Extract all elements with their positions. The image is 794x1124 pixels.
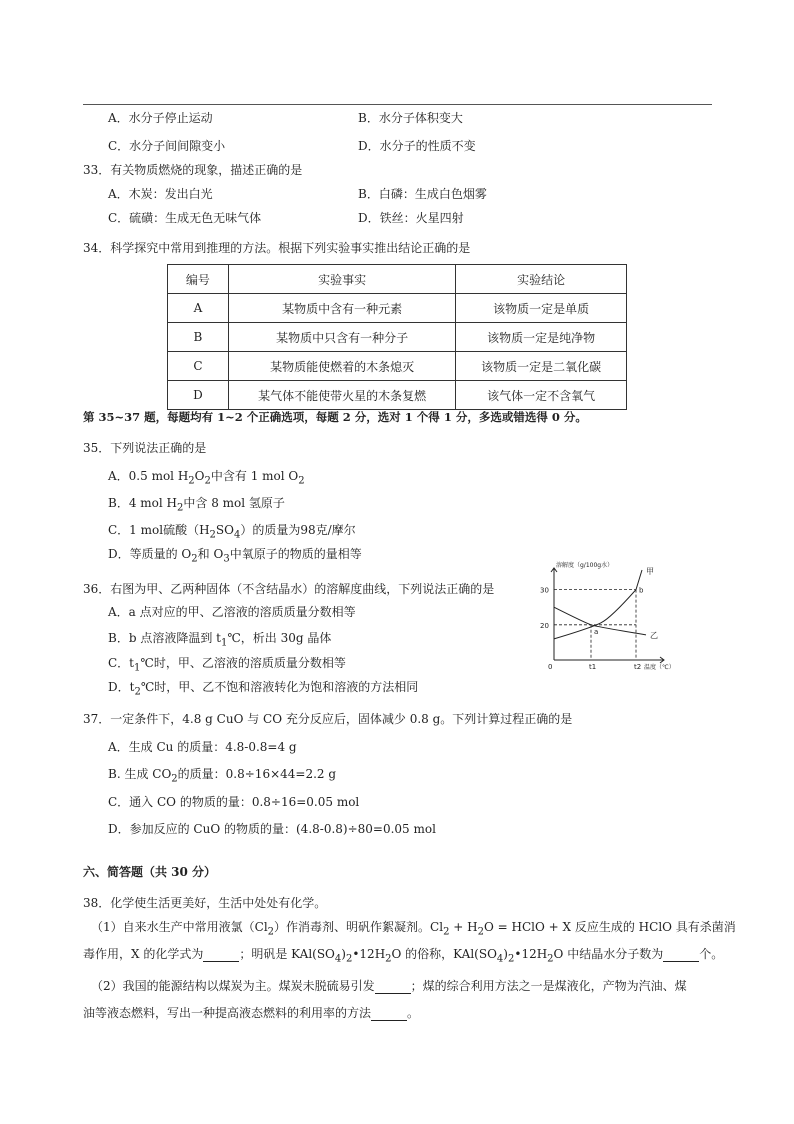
q37-option-b: B. 生成 $CO_2$的质量：0.8÷16×44=2.2 g (108, 767, 337, 785)
point-label: a (594, 627, 599, 636)
q35-option-b: B．4 mol $H_2$中含 8 mol 氢原子 (108, 496, 285, 514)
x-tick-label: 0 (548, 663, 553, 671)
section-note: 第 35~37 题，每题均有 1~2 个正确选项，每题 2 分，选对 1 个得 1 分，多选或错选得 0 分。 (83, 410, 587, 424)
table-cell: 某物质中含有一种元素 (228, 294, 455, 323)
x-axis-label: 温度（℃） (644, 664, 675, 671)
series-label: 乙 (650, 630, 658, 640)
q36-option-a: A．a 点对应的甲、乙溶液的溶质质量分数相等 (108, 605, 356, 619)
series-line (554, 607, 646, 635)
q35-option-a: A．0.5 mol $H_2O_2$中含有 1 mol $O_2$ (108, 469, 305, 487)
table-header: 实验事实 (228, 265, 455, 294)
top-rule (83, 104, 712, 105)
q32-option-c: C．水分子间间隙变小 (108, 139, 226, 153)
table-row (168, 381, 627, 410)
q38-part1-line2: 毒作用，X 的化学式为 ；明矾是 $KAl(SO_4)_2•12H_2O$ 的俗称，$KAl(SO_4)_2•12H_2O$ 中结晶水分子数为 个。 (83, 947, 724, 965)
table-cell: 某物质中只含有一种分子 (228, 323, 455, 352)
table-cell: 某物质能使燃着的木条熄灭 (228, 352, 455, 381)
q37-option-c: C．通入 CO 的物质的量：0.8÷16=0.05 mol (108, 795, 360, 809)
answer-blank[interactable] (371, 1006, 407, 1021)
q32-option-a: A．水分子停止运动 (108, 111, 213, 125)
table-cell: 该物质一定是单质 (456, 294, 627, 323)
answer-blank[interactable] (375, 979, 411, 994)
series-label: 甲 (646, 567, 654, 576)
q36-option-d: D．$t_2℃$时，甲、乙不饱和溶液转化为饱和溶液的方法相同 (108, 680, 419, 698)
q36-stem: 36．右图为甲、乙两种固体（不含结晶水）的溶解度曲线，下列说法正确的是 (83, 582, 495, 596)
table-cell: 该物质一定是纯净物 (456, 323, 627, 352)
y-tick-label: 20 (540, 621, 549, 630)
q38-part1-line1: （1）自来水生产中常用液氯$(Cl_2)$作消毒剂、明矾作絮凝剂。$Cl_2 + H_2O$ = HClO + X 反应生成的 HClO 具有杀菌消 (91, 920, 736, 938)
table-cell: 某气体不能使带火星的木条复燃 (228, 381, 455, 410)
q35-option-c: C．1 mol硫酸$(H_2SO_4)$的质量为98克/摩尔 (108, 523, 356, 541)
table-row (168, 323, 627, 352)
table-row (168, 352, 627, 381)
q33-option-a: A．木炭：发出白光 (108, 187, 213, 201)
table-row (168, 294, 627, 323)
table-cell: 该气体一定不含氧气 (456, 381, 627, 410)
q36-option-b: B．b 点溶液降温到 $t_1℃$，析出 30g 晶体 (108, 631, 332, 649)
table-header: 编号 (168, 265, 229, 294)
solubility-chart (536, 560, 676, 672)
q35-option-d: D．等质量的 $O_2$和 $O_3$中氧原子的物质的量相等 (108, 547, 362, 565)
table-header: 实验结论 (456, 265, 627, 294)
y-tick-label: 30 (540, 586, 549, 595)
q35-stem: 35．下列说法正确的是 (83, 441, 207, 455)
section-6-heading: 六、简答题（共 30 分） (83, 865, 217, 879)
q33-option-c: C．硫磺：生成无色无味气体 (108, 211, 262, 225)
table-cell: B (168, 323, 229, 352)
table-header-row (168, 265, 627, 294)
q37-option-d: D．参加反应的 CuO 的物质的量：(4.8-0.8)÷80=0.05 mol (108, 822, 436, 836)
q33-option-d: D．铁丝：火星四射 (358, 211, 464, 225)
q34-table (167, 264, 627, 410)
table-cell: C (168, 352, 229, 381)
q37-stem: 37．一定条件下，4.8 g CuO 与 CO 充分反应后，固体减少 0.8 g。下列计算过程正确的是 (83, 712, 573, 726)
q37-option-a: A．生成 Cu 的质量：4.8-0.8=4 g (108, 740, 297, 754)
q32-option-d: D．水分子的性质不变 (358, 139, 476, 153)
answer-blank[interactable] (203, 947, 239, 962)
q36-option-c: C．$t_1℃$时，甲、乙溶液的溶质质量分数相等 (108, 656, 346, 674)
q38-part2-line1: （2）我国的能源结构以煤炭为主。煤炭未脱硫易引发 ；煤的综合利用方法之一是煤液化，产物为汽油、煤 (91, 979, 687, 993)
q32-option-b: B．水分子体积变大 (358, 111, 463, 125)
answer-blank[interactable] (663, 947, 699, 962)
q38-stem: 38．化学使生活更美好，生活中处处有化学。 (83, 896, 327, 910)
q34-stem: 34．科学探究中常用到推理的方法。根据下列实验事实推出结论正确的是 (83, 241, 471, 255)
q33-stem: 33．有关物质燃烧的现象，描述正确的是 (83, 163, 303, 177)
point-label: b (639, 586, 644, 595)
x-tick-label: t1 (589, 663, 597, 671)
table-cell: D (168, 381, 229, 410)
q38-part2-line2: 油等液态燃料，写出一种提高液态燃料的利用率的方法 。 (83, 1006, 420, 1020)
table-cell: A (168, 294, 229, 323)
table-cell: 该物质一定是二氧化碳 (456, 352, 627, 381)
q33-option-b: B．白磷：生成白色烟雾 (358, 187, 487, 201)
x-tick-label: t2 (634, 663, 642, 671)
y-axis-label: 溶解度（g/100g水） (556, 562, 614, 569)
